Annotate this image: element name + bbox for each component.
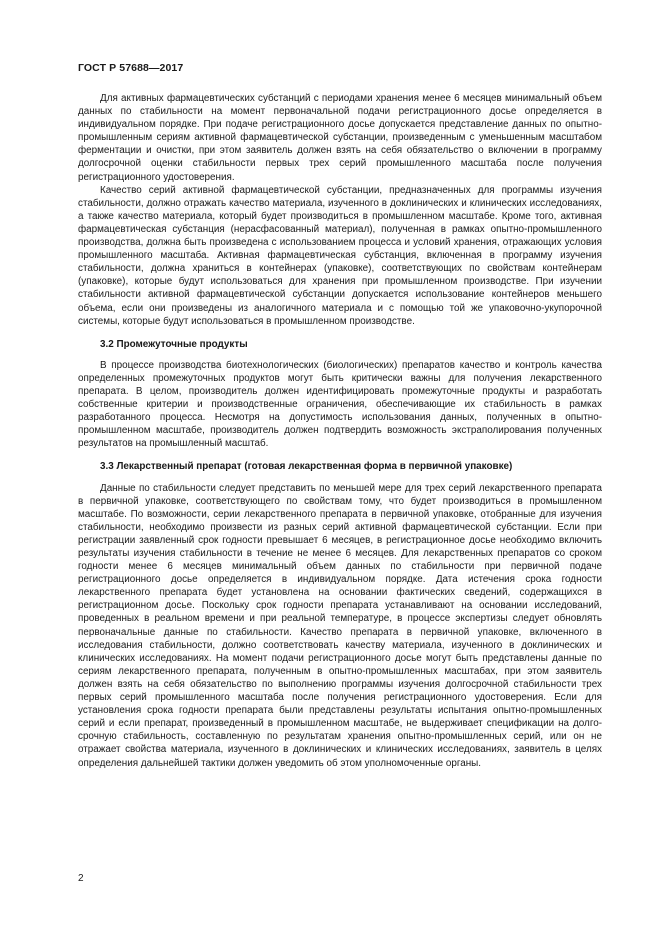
- page-content: [78, 92, 602, 770]
- page-number: 2: [78, 873, 84, 884]
- paragraph-storage-periods: Для активных фармацевтических субстанций с периодами хранения менее 6 месяцев минимальный объем данных по стабильности на момент первоначальной подачи регистрационного досье определяется в индивидуальном порядке. При подаче регистрационного досье допускается представление данных по опытно-промышленным сериям активной фармацевтической субстанции, произведенным с уменьшенным масштабом ферментации и очистки, при этом заявитель должен взять на себя обязательство о включении в программу долгосрочной оценки стабильности первых трех серий промышленного масштаба после получения регистрационного удостоверения.: [78, 93, 602, 183]
- document-code-header: ГОСТ Р 57688—2017: [78, 62, 184, 74]
- paragraph-series-quality: Качество серий активной фармацевтической субстанции, предназначенных для программы изучения стабильности, должно отражать качество материала, изученного в доклинических и клинических исследованиях, а также качество материала, который будет производиться в промышленном масштабе. Кроме того, активная фармацевтическая субстанция (нерасфасованный материал), полученная в рамках опытно-промышленного производства, должна быть произведена с использованием процесса и условий хранения, отражающих условия промышленного масштаба. Активная фармацевтическая субстанция, включенная в программу изучения стабильности, должна храниться в контейнерах (упаковке), соответствующих по свойствам контейнерам (упаковке), которые будут использоваться для хранения при промышленном производстве. При изучении стабильности активной фармацевтической субстанции допускается использование контейнеров меньшего объема, если они произведены из аналогичного материала и с помощью той же упаковочно-укупорочной системы, которые будут использоваться в промышленном производстве.: [78, 184, 602, 327]
- paragraph-intermediates: В процессе производства биотехнологических (биологических) препаратов качество и контроль качества определенных промежуточных продуктов могут быть критически важны для получения лекарственного препарата. В целом, производитель должен идентифицировать промежуточные продукты и разработать собственные критерии и производственные ограничения, обеспечивающие их стабильность в рамках разработанного процесса. Несмотря на допустимость использования данных, полученных в опытно-промышленном масштабе, производитель должен подтвердить возможность экстраполирования полученных результатов на промышленный масштаб.: [78, 359, 602, 450]
- paragraph-drug-product: Данные по стабильности следует представить по меньшей мере для трех серий лекарственного препарата в первичной упаковке, соответствующего по свойствам тому, что будет производиться в промышленном масштабе. По возможности, серии лекарственного препарата в первичной упаковке, отобранные для изучения стабильности, необходимо произвести из разных серий активной фармацевтической субстанции. Если при регистрации заявленный срок годности превышает 6 месяцев, в регистрационное досье необходимо включить результаты изучения стабильности в течение не менее 6 месяцев. Для лекарственных препаратов со сроком годности менее 6 месяцев минимальный объем данных по стабильности при первичной подаче регистрационного досье определяется в индивидуальном порядке. Дата истечения срока годности лекарственного препарата будет установлена на основании фактических сведений, содержащихся в регистрационном досье. Поскольку срок годности препарата устанавливают на основании исследований, проведенных в реальном времени и при реальной температуре, в процессе экспертизы следует обновлять первоначальные данные по стабильности. Качество препарата в первичной упаковке, включенного в исследования стабильности, должно соответствовать качеству материала, изученного в доклинических и клинических исследованиях. На момент подачи регистрационного досье могут быть представлены данные по сериям лекарственного препарата, полученным в опытно-промышленных масштабах, при этом заявитель должен взять на себя обязательство по выполнению программы изучения долгосрочной стабильности трех первых серий промышленного масштаба после получения регистрационного удостоверения. Если для установления срока годности препарата были представлены результаты испытания опытно-промышленных серий и если препарат, произведенный в промышленном масштабе, не выдерживает спецификации на долгосрочную стабильность, составленную по результатам хранения опытно-промышленных серий, или он не отражает свойства материала, изученного в доклинических и клинических исследованиях, заявитель в целях определения дальнейшей тактики должен уведомить об этом уполномоченные органы.: [78, 482, 602, 769]
- section-heading-drug-product: 3.3 Лекарственный препарат (готовая лекарственная форма в первичной упаковке): [100, 461, 513, 473]
- section-heading-intermediates: 3.2 Промежуточные продукты: [100, 338, 248, 350]
